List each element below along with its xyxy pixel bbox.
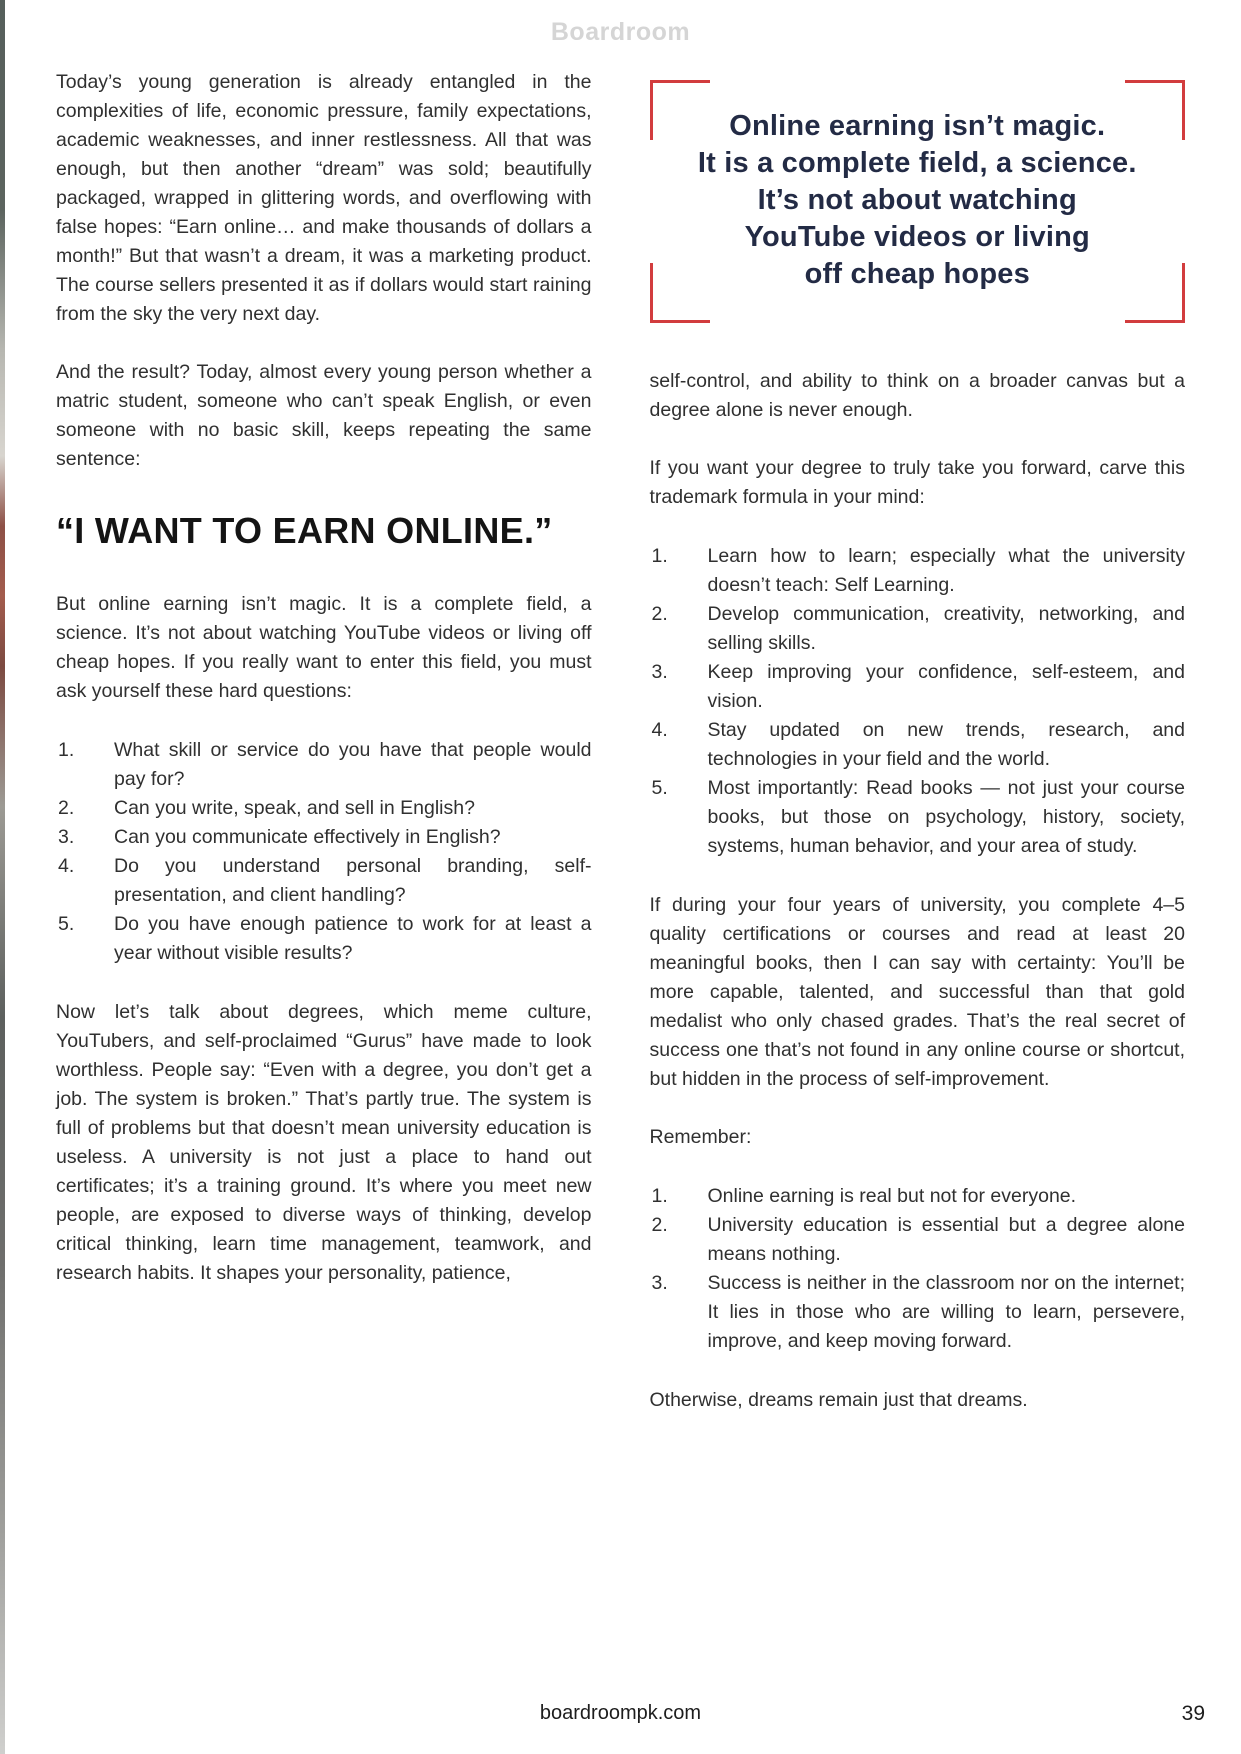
pull-quote-line: It is a complete field, a science. (697, 147, 1137, 179)
list-item: Learn how to learn; especially what the university doesn’t teach: Self Learning. (707, 545, 1185, 596)
paragraph-self-control: self-control, and ability to think on a broader canvas but a degree alone is never enough. (649, 370, 1185, 421)
list-item: Keep improving your confidence, self-esteem, and vision. (707, 661, 1185, 712)
list-item: What skill or service do you have that people would pay for? (114, 739, 592, 790)
list-item: Do you have enough patience to work for at least a year without visible results? (114, 913, 592, 964)
pull-quote-line: It’s not about watching (757, 184, 1077, 216)
list-item: Do you understand personal branding, self-presentation, and client handling? (114, 855, 592, 906)
pull-quote-line: YouTube videos or living (744, 221, 1090, 253)
list-item: Online earning is real but not for everyone. (707, 1185, 1077, 1207)
pull-quote-text (680, 108, 1156, 293)
list-item: Success is neither in the classroom nor on the internet; It lies in those who are willing to learn, persevere, improve, and keep moving forward. (707, 1272, 1185, 1352)
paragraph-not-magic: But online earning isn’t magic. It is a complete field, a science. It’s not about watching YouTube videos or living off cheap hopes. If you really want to enter this field, you must ask yourself these hard questions: (56, 593, 592, 702)
list-item: Stay updated on new trends, research, and technologies in your field and the world. (707, 719, 1185, 770)
paragraph-certifications: If during your four years of university, you complete 4–5 quality certifications or courses and read at least 20 meaningful books, then I can say with certainty: You’ll be more capable, talented, and successful than that gold medalist who only chased grades. That’s the real secret of success one that’s not found in any online course or shortcut, but hidden in the process of self-improvement. (649, 894, 1185, 1090)
paragraph-result: And the result? Today, almost every young person whether a matric student, someone who can’t speak English, or even someone with no basic skill, keeps repeating the same sentence: (56, 361, 592, 470)
hard-questions-list (56, 736, 592, 968)
paragraph-closing: Otherwise, dreams remain just that dreams. (649, 1389, 1028, 1411)
content-columns (56, 68, 1185, 1444)
magazine-title: Boardroom (550, 18, 691, 46)
section-headline: “I WANT TO EARN ONLINE.” (56, 510, 553, 551)
remember-list (650, 1182, 1186, 1356)
footer-site: boardroompk.com (539, 1702, 702, 1724)
paragraph-remember-label: Remember: (649, 1126, 752, 1148)
page-footer (0, 1702, 1241, 1736)
quote-bracket-bottom-right-icon (1125, 263, 1185, 323)
quote-bracket-top-right-icon (1125, 80, 1185, 140)
pull-quote (650, 80, 1186, 323)
pull-quote-line: off cheap hopes (804, 258, 1030, 290)
right-column (650, 68, 1186, 1444)
quote-bracket-top-left-icon (650, 80, 710, 140)
page-edge-artifact (0, 0, 5, 1754)
formula-list (650, 542, 1186, 861)
quote-bracket-bottom-left-icon (650, 263, 710, 323)
page-number: 39 (1181, 1702, 1205, 1725)
list-item: Can you write, speak, and sell in English? (114, 797, 475, 819)
list-item: Can you communicate effectively in English? (114, 826, 501, 848)
left-column (56, 68, 592, 1444)
list-item: Most importantly: Read books — not just your course books, but those on psychology, history, society, systems, human behavior, and your area of study. (707, 777, 1185, 857)
paragraph-formula-intro: If you want your degree to truly take you forward, carve this trademark formula in your mind: (649, 457, 1185, 508)
paragraph-degrees: Now let’s talk about degrees, which meme culture, YouTubers, and self-proclaimed “Gurus” have made to look worthless. People say: “Even with a degree, you don’t get a job. The system is broken.” That’s partly true. The system is full of problems but that doesn’t mean university education is useless. A university is not just a place to hand out certificates; it’s a training ground. It’s where you meet new people, are exposed to diverse ways of thinking, develop critical thinking, learn time management, teamwork, and research habits. It shapes your personality, patience, (56, 1001, 592, 1284)
pull-quote-line: Online earning isn’t magic. (729, 110, 1106, 142)
list-item: University education is essential but a degree alone means nothing. (707, 1214, 1185, 1265)
list-item: Develop communication, creativity, networking, and selling skills. (707, 603, 1185, 654)
paragraph-intro: Today’s young generation is already entangled in the complexities of life, economic pressure, family expectations, academic weaknesses, and inner restlessness. All that was enough, but then another “dream” was sold; beautifully packaged, wrapped in glittering words, and overflowing with false hopes: “Earn online… and make thousands of dollars a month!” But that wasn’t a dream, it was a marketing product. The course sellers presented it as if dollars would start raining from the sky the very next day. (56, 71, 592, 325)
page-header (0, 18, 1241, 47)
